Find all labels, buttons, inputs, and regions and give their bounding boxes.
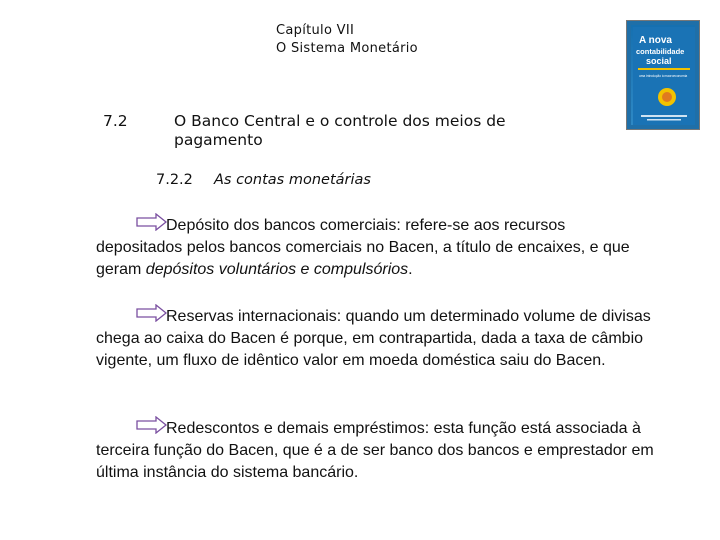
- section-title: O Banco Central e o controle dos meios de pagamento: [174, 112, 506, 149]
- paragraph-text: Reservas internacionais: quando um determinado volume de divisas chega ao caixa do Bacen é porque, em contrapartida, dada a taxa de câmbio vigente, um fluxo de idêntico valor em moeda doméstica saiu do Bacen.: [96, 308, 651, 369]
- book-cover-image: [626, 20, 700, 130]
- paragraph-tail: .: [408, 261, 413, 278]
- subsection-number: 7.2.2: [156, 172, 193, 188]
- section-number: 7.2: [103, 112, 128, 130]
- paragraph-emphasis: depósitos voluntários e compulsórios: [145, 261, 409, 278]
- chapter-header: [276, 22, 418, 58]
- paragraph-text: Depósito dos bancos comerciais: refere-se aos recursos depositados pelos bancos comerciais no Bacen, a título de encaixes, e que geram: [96, 217, 630, 278]
- cover-subtitle: uma introdução à macroeconomia: [639, 74, 688, 78]
- arrow-right-icon: [96, 420, 166, 434]
- paragraph-international-reserves: [96, 306, 656, 372]
- cover-title-1: A nova: [639, 35, 672, 46]
- paragraph-text: Redescontos e demais empréstimos: esta função está associada à terceira função do Bacen, que é a de ser banco dos bancos e emprestador em última instância do sistema bancário.: [96, 420, 654, 481]
- chapter-title: O Sistema Monetário: [276, 41, 418, 56]
- paragraph-bank-deposits: [96, 215, 656, 281]
- arrow-right-icon: [96, 217, 166, 231]
- cover-title-3: social: [646, 56, 672, 66]
- paragraph-rediscounts: [96, 418, 656, 484]
- chapter-label: Capítulo VII: [276, 23, 355, 38]
- arrow-right-icon: [96, 308, 166, 322]
- subsection-title: As contas monetárias: [214, 172, 371, 188]
- cover-title-2: contabilidade: [636, 47, 685, 56]
